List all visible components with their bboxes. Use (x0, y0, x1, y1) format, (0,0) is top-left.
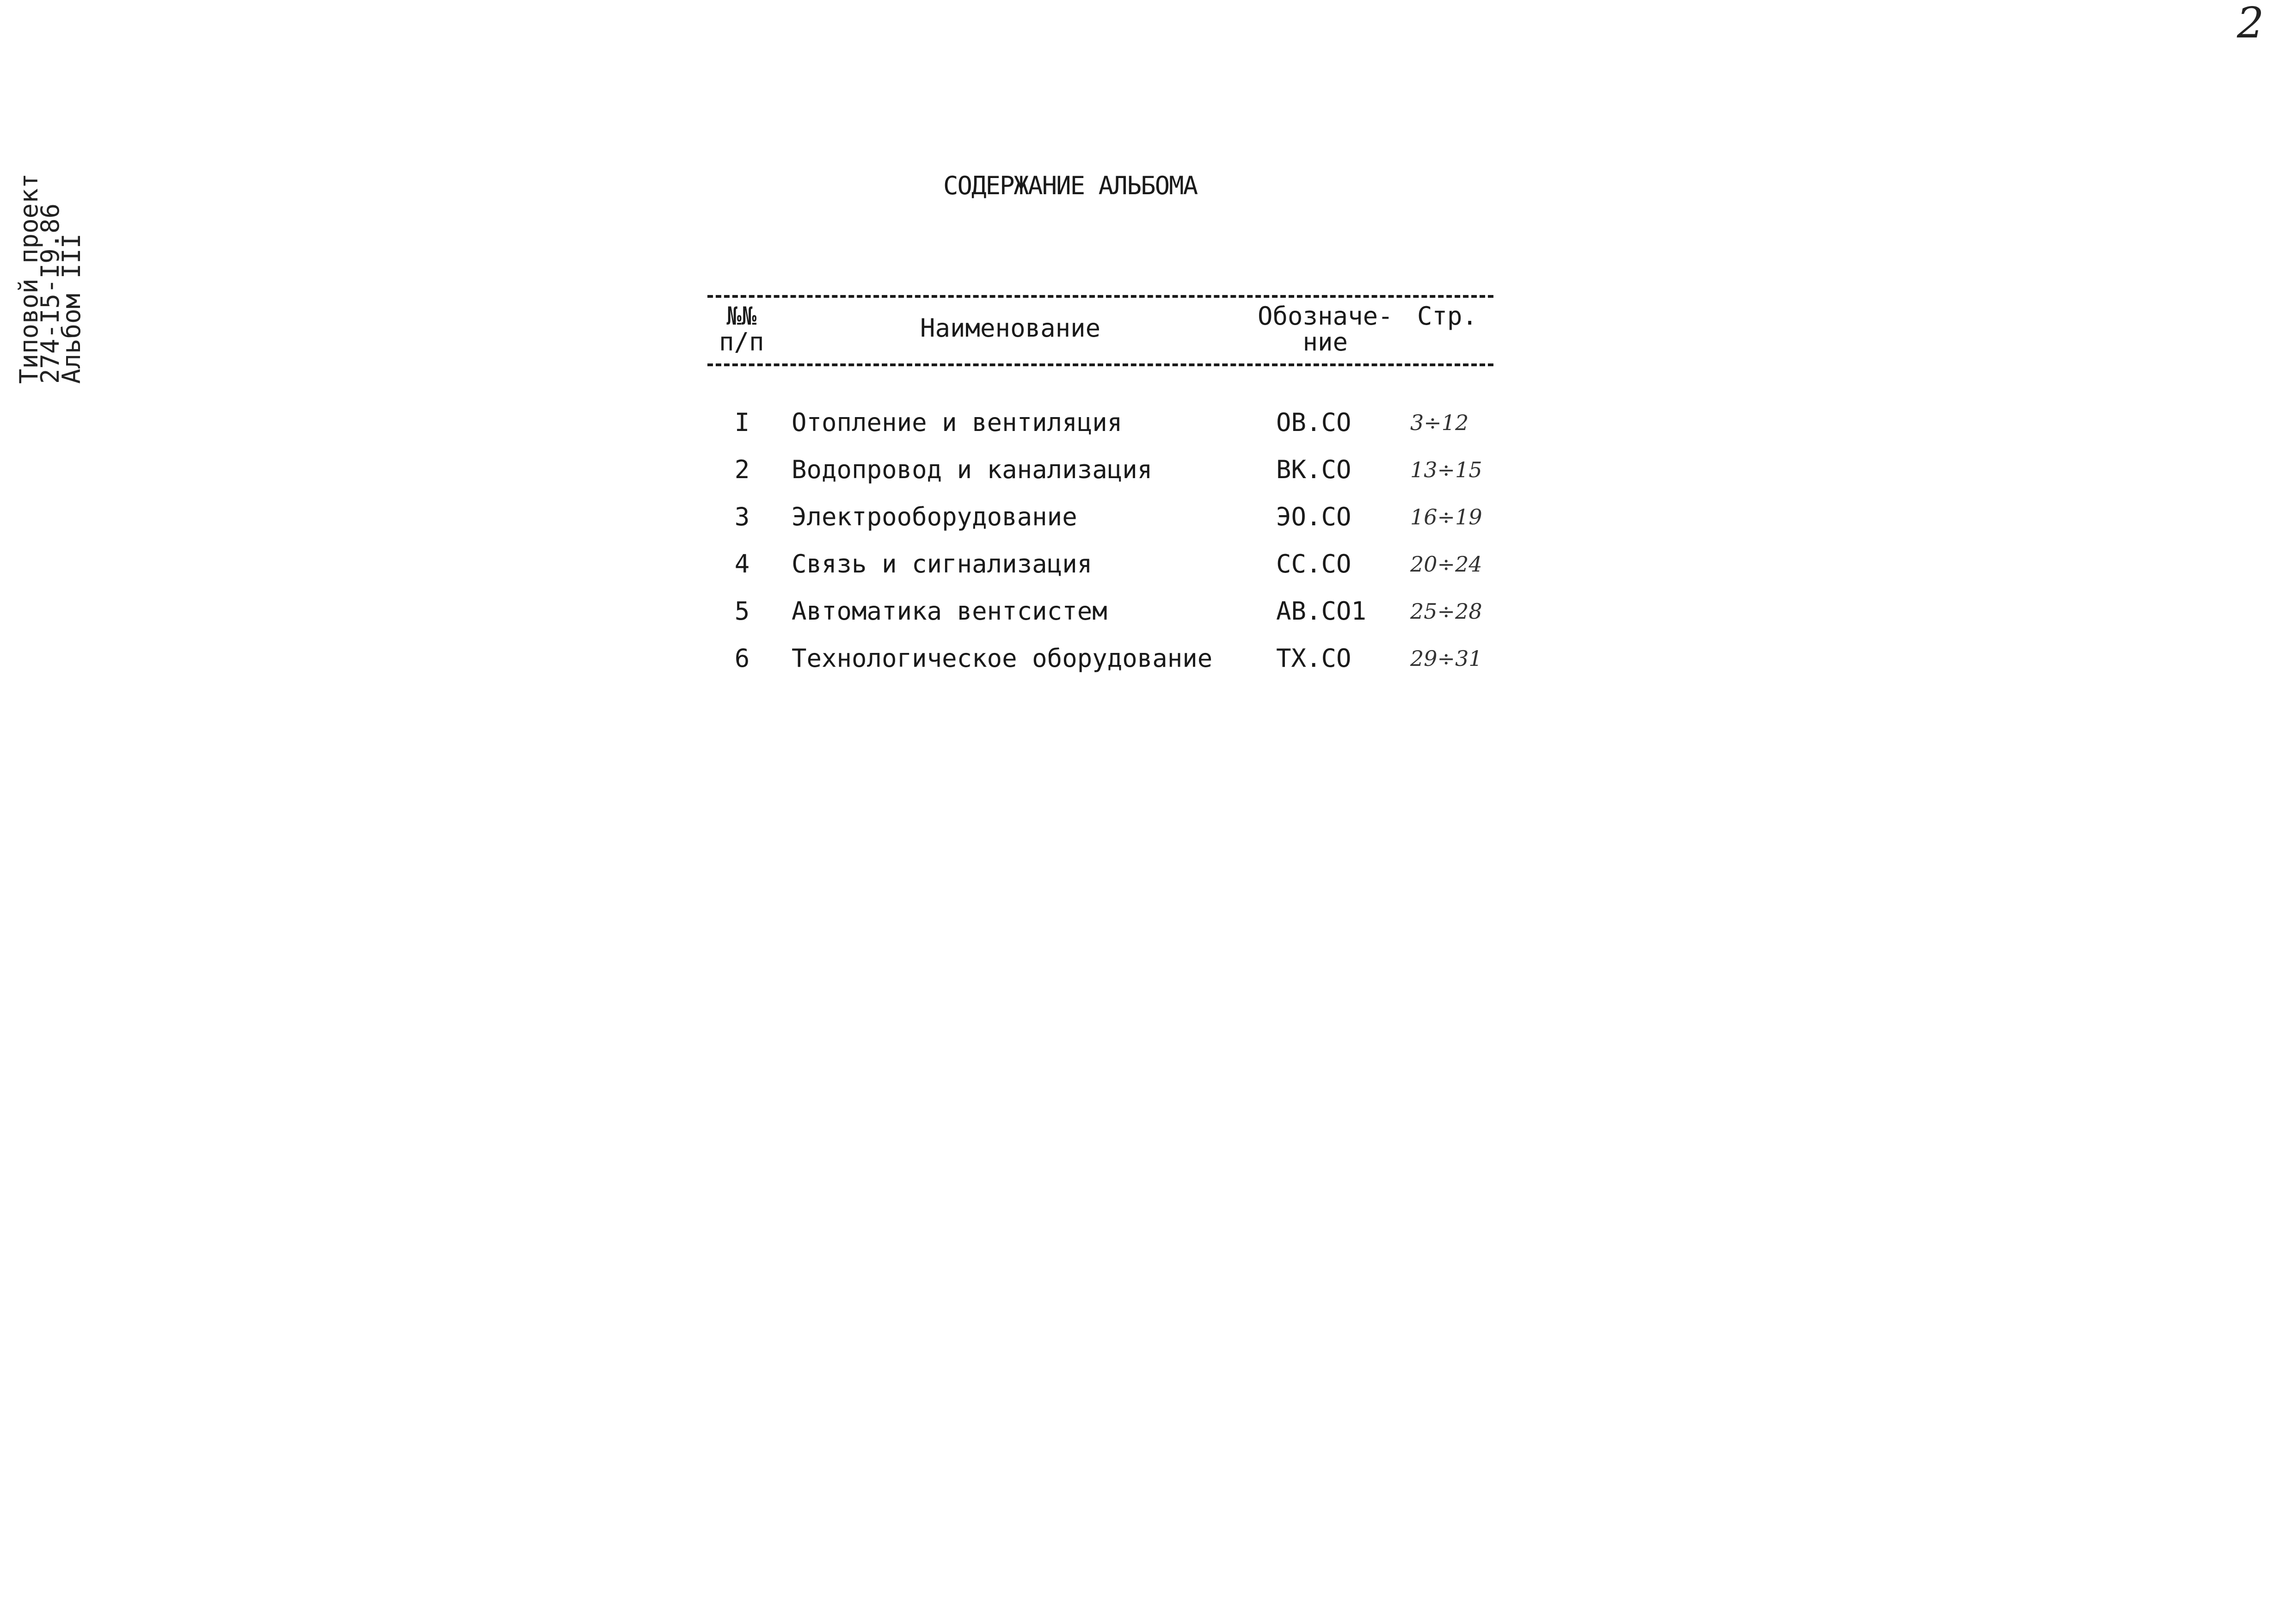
row-code: ОВ.СО (1276, 408, 1351, 437)
row-number: 5 (734, 597, 750, 626)
header-code-line1: Обозначе- (1258, 301, 1393, 331)
row-number: 3 (734, 502, 750, 531)
header-number-line2: п/п (719, 327, 764, 357)
table-top-rule (707, 295, 1493, 298)
header-number (719, 303, 764, 355)
table-row (0, 546, 2285, 592)
row-name: Автоматика вентсистем (792, 597, 1107, 626)
table-row (0, 640, 2285, 686)
table-row (0, 451, 2285, 498)
table-row (0, 498, 2285, 545)
row-code: ТХ.СО (1276, 644, 1351, 673)
row-number: 6 (734, 644, 750, 673)
stamp-line-album: Альбом III (57, 233, 86, 384)
stamp-line-code: 274-I5-I9.86 (36, 203, 65, 384)
row-pages: 3÷12 (1410, 410, 1469, 435)
row-code: СС.СО (1276, 549, 1351, 578)
header-number-line1: №№ (726, 301, 757, 331)
row-code: ЭО.СО (1276, 502, 1351, 531)
stamp-line-project: Типовой проект (14, 173, 43, 384)
table-header-rule (707, 363, 1493, 366)
row-pages: 29÷31 (1410, 646, 1482, 671)
row-code: ВК.СО (1276, 455, 1351, 484)
header-pages: Стр. (1417, 301, 1478, 331)
header-code (1258, 303, 1393, 355)
row-pages: 13÷15 (1410, 457, 1482, 482)
side-stamp (14, 173, 86, 384)
table-row (0, 404, 2285, 450)
page-number: 2 (2237, 0, 2264, 48)
row-name: Связь и сигнализация (792, 549, 1093, 578)
row-pages: 16÷19 (1410, 504, 1482, 529)
row-name: Технологическое оборудование (792, 644, 1213, 673)
row-number: 4 (734, 549, 750, 578)
row-name: Электрооборудование (792, 502, 1077, 531)
document-title: СОДЕРЖАНИЕ АЛЬБОМА (943, 171, 1198, 200)
header-name: Наименование (920, 314, 1101, 343)
row-name: Водопровод и канализация (792, 455, 1153, 484)
row-number: 2 (734, 455, 750, 484)
row-number: I (734, 408, 750, 437)
row-code: АВ.СО1 (1276, 597, 1367, 626)
row-pages: 20÷24 (1410, 552, 1482, 577)
row-name: Отопление и вентиляция (792, 408, 1123, 437)
row-pages: 25÷28 (1410, 599, 1482, 624)
table-row (0, 593, 2285, 639)
header-code-line2: ние (1302, 327, 1348, 357)
